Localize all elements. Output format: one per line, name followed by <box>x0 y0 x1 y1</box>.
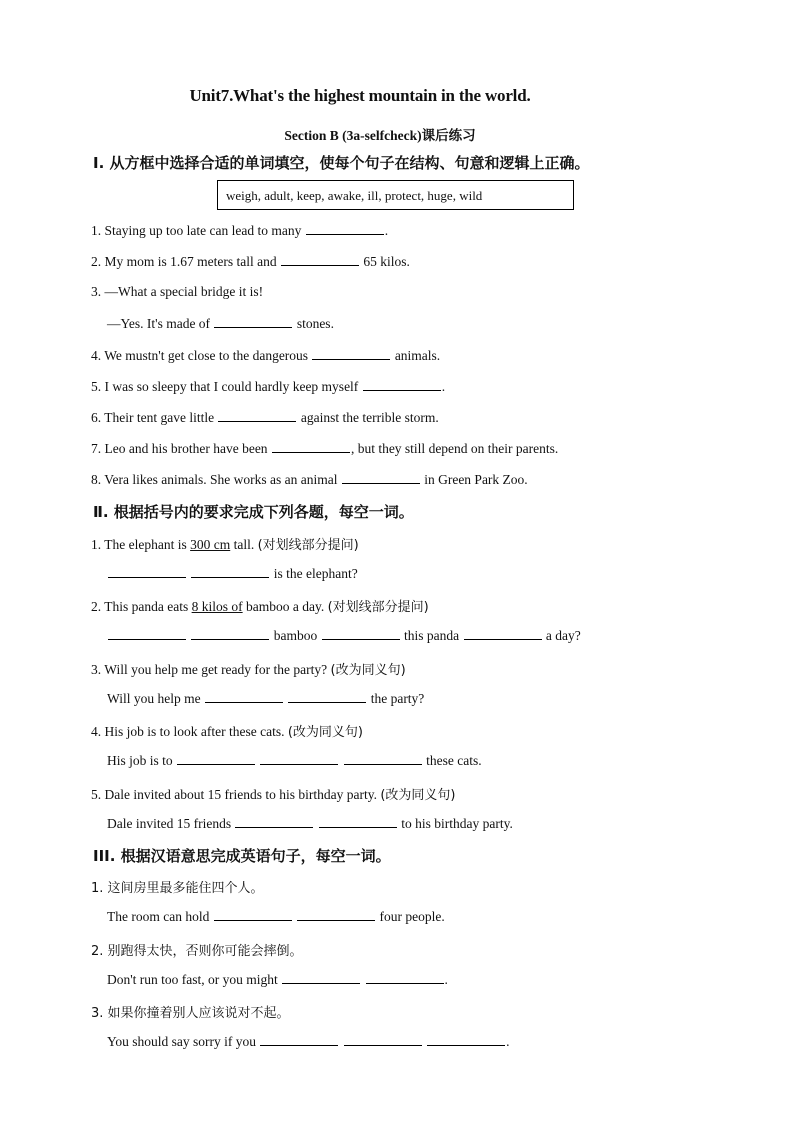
answer-3-3: You should say sorry if you . <box>107 1034 510 1049</box>
answer-blank[interactable] <box>363 378 441 391</box>
question-1-8: 8. Vera likes animals. She works as an animal in Green Park Zoo. <box>91 472 528 487</box>
instruction-note: (改为同义句) <box>330 663 406 678</box>
question-1-2: 2. My mom is 1.67 meters tall and 65 kilos. <box>91 254 410 269</box>
instruction-note: (对划线部分提问) <box>327 600 429 615</box>
instruction-note: (对划线部分提问) <box>257 538 359 553</box>
answer-blank[interactable] <box>214 908 292 921</box>
answer-blank[interactable] <box>319 815 397 828</box>
answer-blank[interactable] <box>108 565 186 578</box>
page-title: Unit7.What's the highest mountain in the world. <box>189 86 531 105</box>
section-3-heading: III. 根据汉语意思完成英语句子，每空一词。 <box>93 847 391 865</box>
underlined-part: 300 cm <box>190 537 231 552</box>
section-1-heading: Ⅰ. 从方框中选择合适的单词填空，使每个句子在结构、句意和逻辑上正确。 <box>93 154 590 172</box>
answer-blank[interactable] <box>108 627 186 640</box>
answer-blank[interactable] <box>235 815 313 828</box>
answer-blank[interactable] <box>214 315 292 328</box>
question-2-5: 5. Dale invited about 15 friends to his birthday party. (改为同义句) <box>91 787 456 803</box>
answer-2-3: Will you help me the party? <box>107 691 425 706</box>
answer-blank[interactable] <box>281 253 359 266</box>
answer-3-1: The room can hold four people. <box>107 909 445 924</box>
answer-blank[interactable] <box>177 752 255 765</box>
section-2-heading: Ⅱ. 根据括号内的要求完成下列各题，每空一词。 <box>93 503 414 521</box>
answer-blank[interactable] <box>344 1033 422 1046</box>
answer-blank[interactable] <box>260 1033 338 1046</box>
answer-blank[interactable] <box>191 565 269 578</box>
answer-blank[interactable] <box>272 440 350 453</box>
answer-blank[interactable] <box>205 690 283 703</box>
question-1-7: 7. Leo and his brother have been , but they still depend on their parents. <box>91 441 559 456</box>
answer-blank[interactable] <box>342 471 420 484</box>
answer-2-1: is the elephant? <box>107 565 358 582</box>
question-1-1: 1. Staying up too late can lead to many . <box>91 223 389 238</box>
page-subtitle: Section B (3a-selfcheck)课后练习 <box>284 128 476 143</box>
answer-blank[interactable] <box>260 752 338 765</box>
question-2-1: 1. The elephant is 300 cm tall. (对划线部分提问) <box>91 537 359 553</box>
question-3-2: 2. 别跑得太快，否则你可能会摔倒。 <box>91 944 303 959</box>
question-1-4: 4. We mustn't get close to the dangerous animals. <box>91 348 441 363</box>
answer-blank[interactable] <box>191 627 269 640</box>
answer-2-4: His job is to these cats. <box>107 753 482 768</box>
answer-blank[interactable] <box>344 752 422 765</box>
answer-blank[interactable] <box>312 347 390 360</box>
answer-2-2: bamboo this panda a day? <box>107 627 581 644</box>
question-1-6: 6. Their tent gave little against the terrible storm. <box>91 410 439 425</box>
answer-blank[interactable] <box>297 908 375 921</box>
answer-blank[interactable] <box>366 971 444 984</box>
underlined-part: 8 kilos of <box>191 599 243 614</box>
answer-blank[interactable] <box>288 690 366 703</box>
instruction-note: (改为同义句) <box>287 725 363 740</box>
question-1-3: 3. —What a special bridge it is! <box>91 284 264 299</box>
question-3-1: 1. 这间房里最多能住四个人。 <box>91 881 264 896</box>
question-2-3: 3. Will you help me get ready for the party? (改为同义句) <box>91 662 406 678</box>
answer-2-5: Dale invited 15 friends to his birthday party. <box>107 816 513 831</box>
question-2-4: 4. His job is to look after these cats. (改为同义句) <box>91 724 363 740</box>
answer-blank[interactable] <box>322 627 400 640</box>
answer-blank[interactable] <box>282 971 360 984</box>
answer-blank[interactable] <box>306 222 384 235</box>
question-1-3-response: —Yes. It's made of stones. <box>107 316 334 331</box>
question-1-5: 5. I was so sleepy that I could hardly keep myself . <box>91 379 446 394</box>
answer-blank[interactable] <box>218 409 296 422</box>
word-box: weigh, adult, keep, awake, ill, protect, huge, wild <box>217 180 574 210</box>
answer-blank[interactable] <box>464 627 542 640</box>
question-2-2: 2. This panda eats 8 kilos of bamboo a day. (对划线部分提问) <box>91 599 429 615</box>
instruction-note: (改为同义句) <box>380 788 456 803</box>
answer-3-2: Don't run too fast, or you might . <box>107 972 448 987</box>
answer-blank[interactable] <box>427 1033 505 1046</box>
question-3-3: 3. 如果你撞着别人应该说对不起。 <box>91 1006 290 1021</box>
